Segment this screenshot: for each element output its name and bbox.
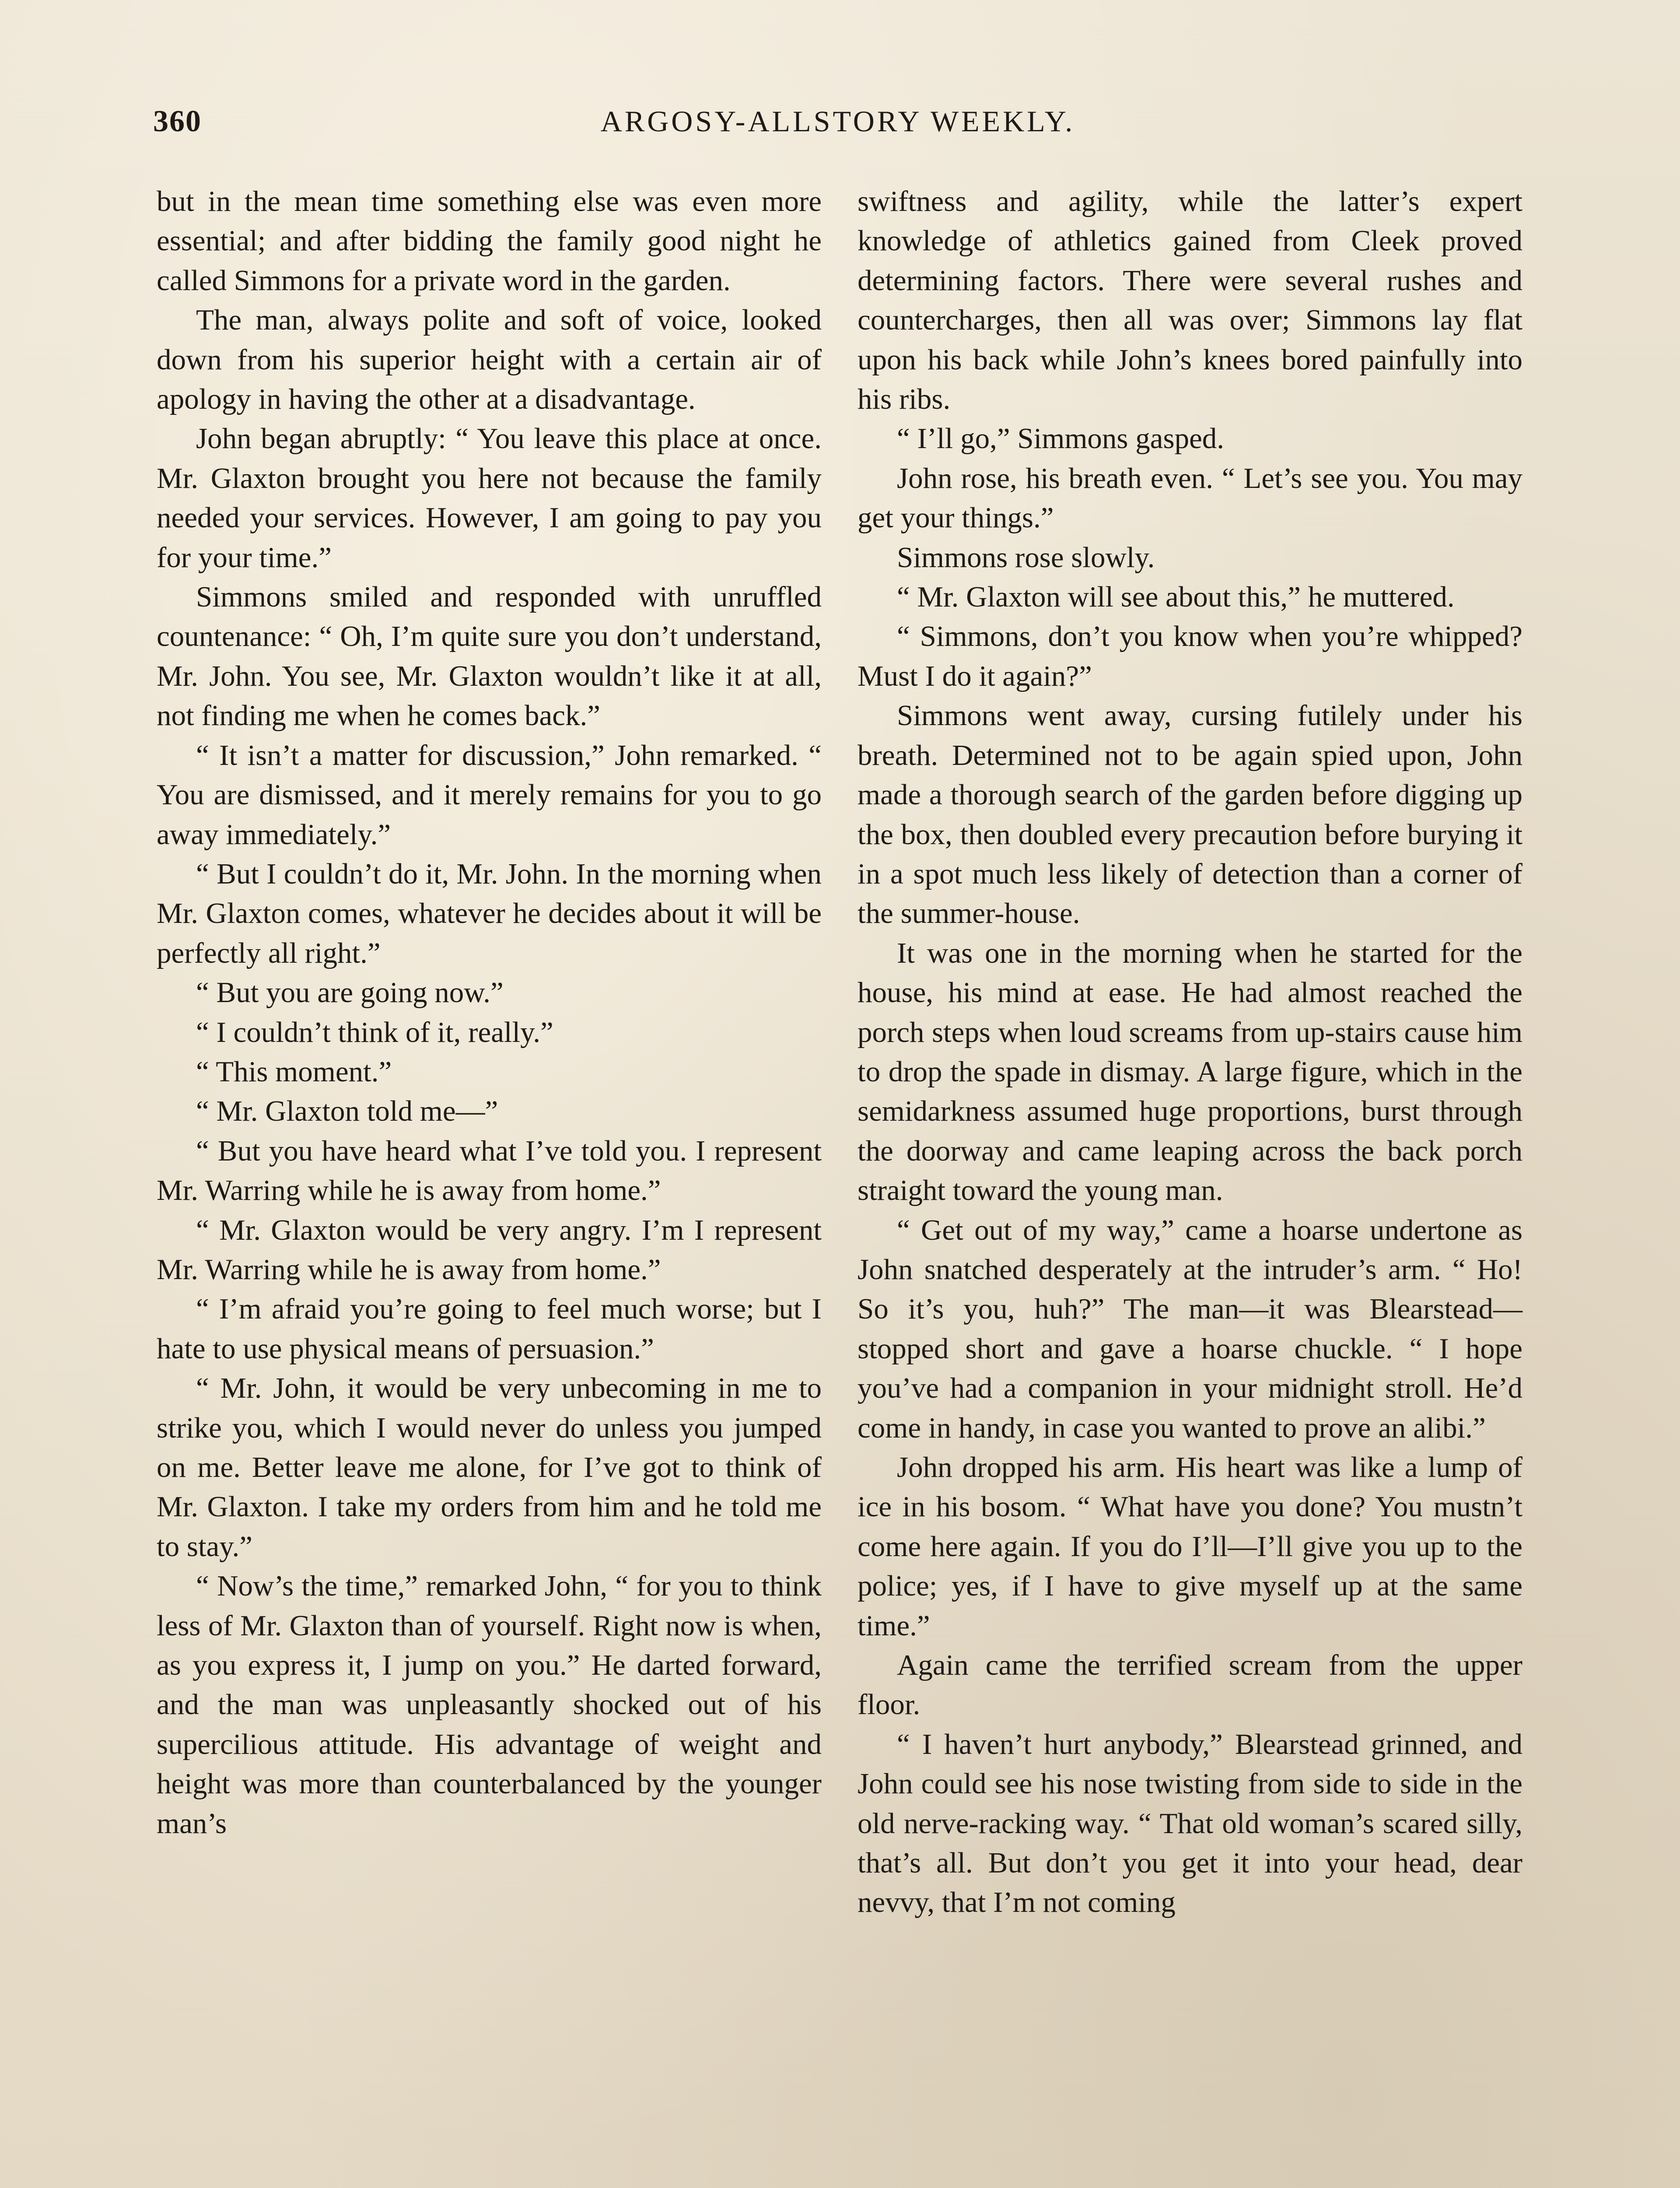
paragraph: “ Get out of my way,” came a hoarse undertone as John snatched desperately at the intruder’s arm. “ Ho! So it’s you, huh?” The man—it was Blearstead—stopped short and gave a hoarse chuckle. “ I hope you’ve had a companion in your midnight stroll. He’d come in handy, in case you wanted to prove an alibi.” [858, 1213, 1522, 1444]
paragraph: “ It isn’t a matter for discussion,” John remarked. “ You are dismissed, and it merely remains for you to go away immediately.” [157, 739, 822, 851]
paragraph: Again came the terrified scream from the upper floor. [858, 1649, 1522, 1721]
paragraph: John dropped his arm. His heart was like a lump of ice in his bosom. “ What have you done? You mustn’t come here again. If you do I’ll—I’ll give you up to the police; yes, if I have to give myself up at the same time.” [858, 1451, 1522, 1642]
left-column [157, 182, 822, 1843]
paragraph: but in the mean time something else was even more essential; and after bidding the family good night he called Simmons for a private word in the garden. [157, 185, 822, 297]
paragraph: Simmons smiled and responded with unruffled countenance: “ Oh, I’m quite sure you don’t understand, Mr. John. You see, Mr. Glaxton wouldn’t like it at all, not finding me when he comes back.” [157, 581, 822, 732]
right-column [858, 182, 1522, 1922]
paragraph: “ Now’s the time,” remarked John, “ for you to think less of Mr. Glaxton than of yourself. Right now is when, as you express it, I jump on you.” He darted forward, and the man was unpleasantly shocked out of his supercilious attitude. His advantage of weight and height was more than counterbalanced by the younger man’s [157, 1570, 822, 1840]
paragraph: “ Simmons, don’t you know when you’re whipped? Must I do it again?” [858, 620, 1522, 692]
paragraph: “ I’ll go,” Simmons gasped. [897, 422, 1225, 455]
paragraph: John began abruptly: “ You leave this place at once. Mr. Glaxton brought you here not because the family needed your services. However, I am going to pay you for your time.” [157, 422, 822, 574]
paragraph: Simmons rose slowly. [897, 541, 1155, 574]
paragraph: The man, always polite and soft of voice, looked down from his superior height with a certain air of apology in having the other at a disadvantage. [157, 304, 822, 416]
paragraph: “ But you have heard what I’ve told you. I represent Mr. Warring while he is away from home.” [157, 1134, 822, 1207]
paragraph: Simmons went away, cursing futilely under his breath. Determined not to be again spied upon, John made a thorough search of the garden before digging up the box, then doubled every precaution before burying it in a spot much less likely of detection than a corner of the summer-house. [858, 699, 1522, 930]
paragraph: “ Mr. Glaxton will see about this,” he muttered. [897, 581, 1455, 614]
paragraph: “ This moment.” [196, 1055, 392, 1088]
paragraph: swiftness and agility, while the latter’s expert knowledge of athletics gained from Cleek proved determining factors. There were several rushes and countercharges, then all was over; Simmons lay flat upon his back while John’s knees bored painfully into his ribs. [858, 185, 1522, 416]
paragraph: “ I haven’t hurt anybody,” Blearstead grinned, and John could see his nose twisting from side to side in the old nerve-racking way. “ That old woman’s scared silly, that’s all. But don’t you get it into your head, dear nevvy, that I’m not coming [858, 1728, 1522, 1919]
page-header [153, 104, 1522, 152]
paragraph: “ Mr. Glaxton would be very angry. I’m I represent Mr. Warring while he is away from home.” [157, 1213, 822, 1286]
paragraph: It was one in the morning when he started for the house, his mind at ease. He had almost reached the porch steps when loud screams from up-stairs cause him to drop the spade in dismay. A large figure, which in the semidarkness assumed huge proportions, burst through the doorway and came leaping across the back porch straight toward the young man. [858, 936, 1522, 1207]
paragraph: “ I couldn’t think of it, really.” [196, 1016, 553, 1048]
paragraph: “ Mr. Glaxton told me—” [196, 1095, 498, 1128]
running-head: ARGOSY-ALLSTORY WEEKLY. [600, 105, 1075, 138]
paragraph: John rose, his breath even. “ Let’s see you. You may get your things.” [858, 462, 1522, 534]
paragraph: “ Mr. John, it would be very unbecoming in me to strike you, which I would never do unless you jumped on me. Better leave me alone, for I’ve got to think of Mr. Glaxton. I take my orders from him and he told me to stay.” [157, 1372, 822, 1563]
paragraph: “ But I couldn’t do it, Mr. John. In the morning when Mr. Glaxton comes, whatever he decides about it will be perfectly all right.” [157, 857, 822, 969]
paragraph: “ But you are going now.” [196, 976, 504, 1009]
paragraph: “ I’m afraid you’re going to feel much worse; but I hate to use physical means of persuasion.” [157, 1293, 822, 1365]
page-number: 360 [153, 105, 202, 138]
